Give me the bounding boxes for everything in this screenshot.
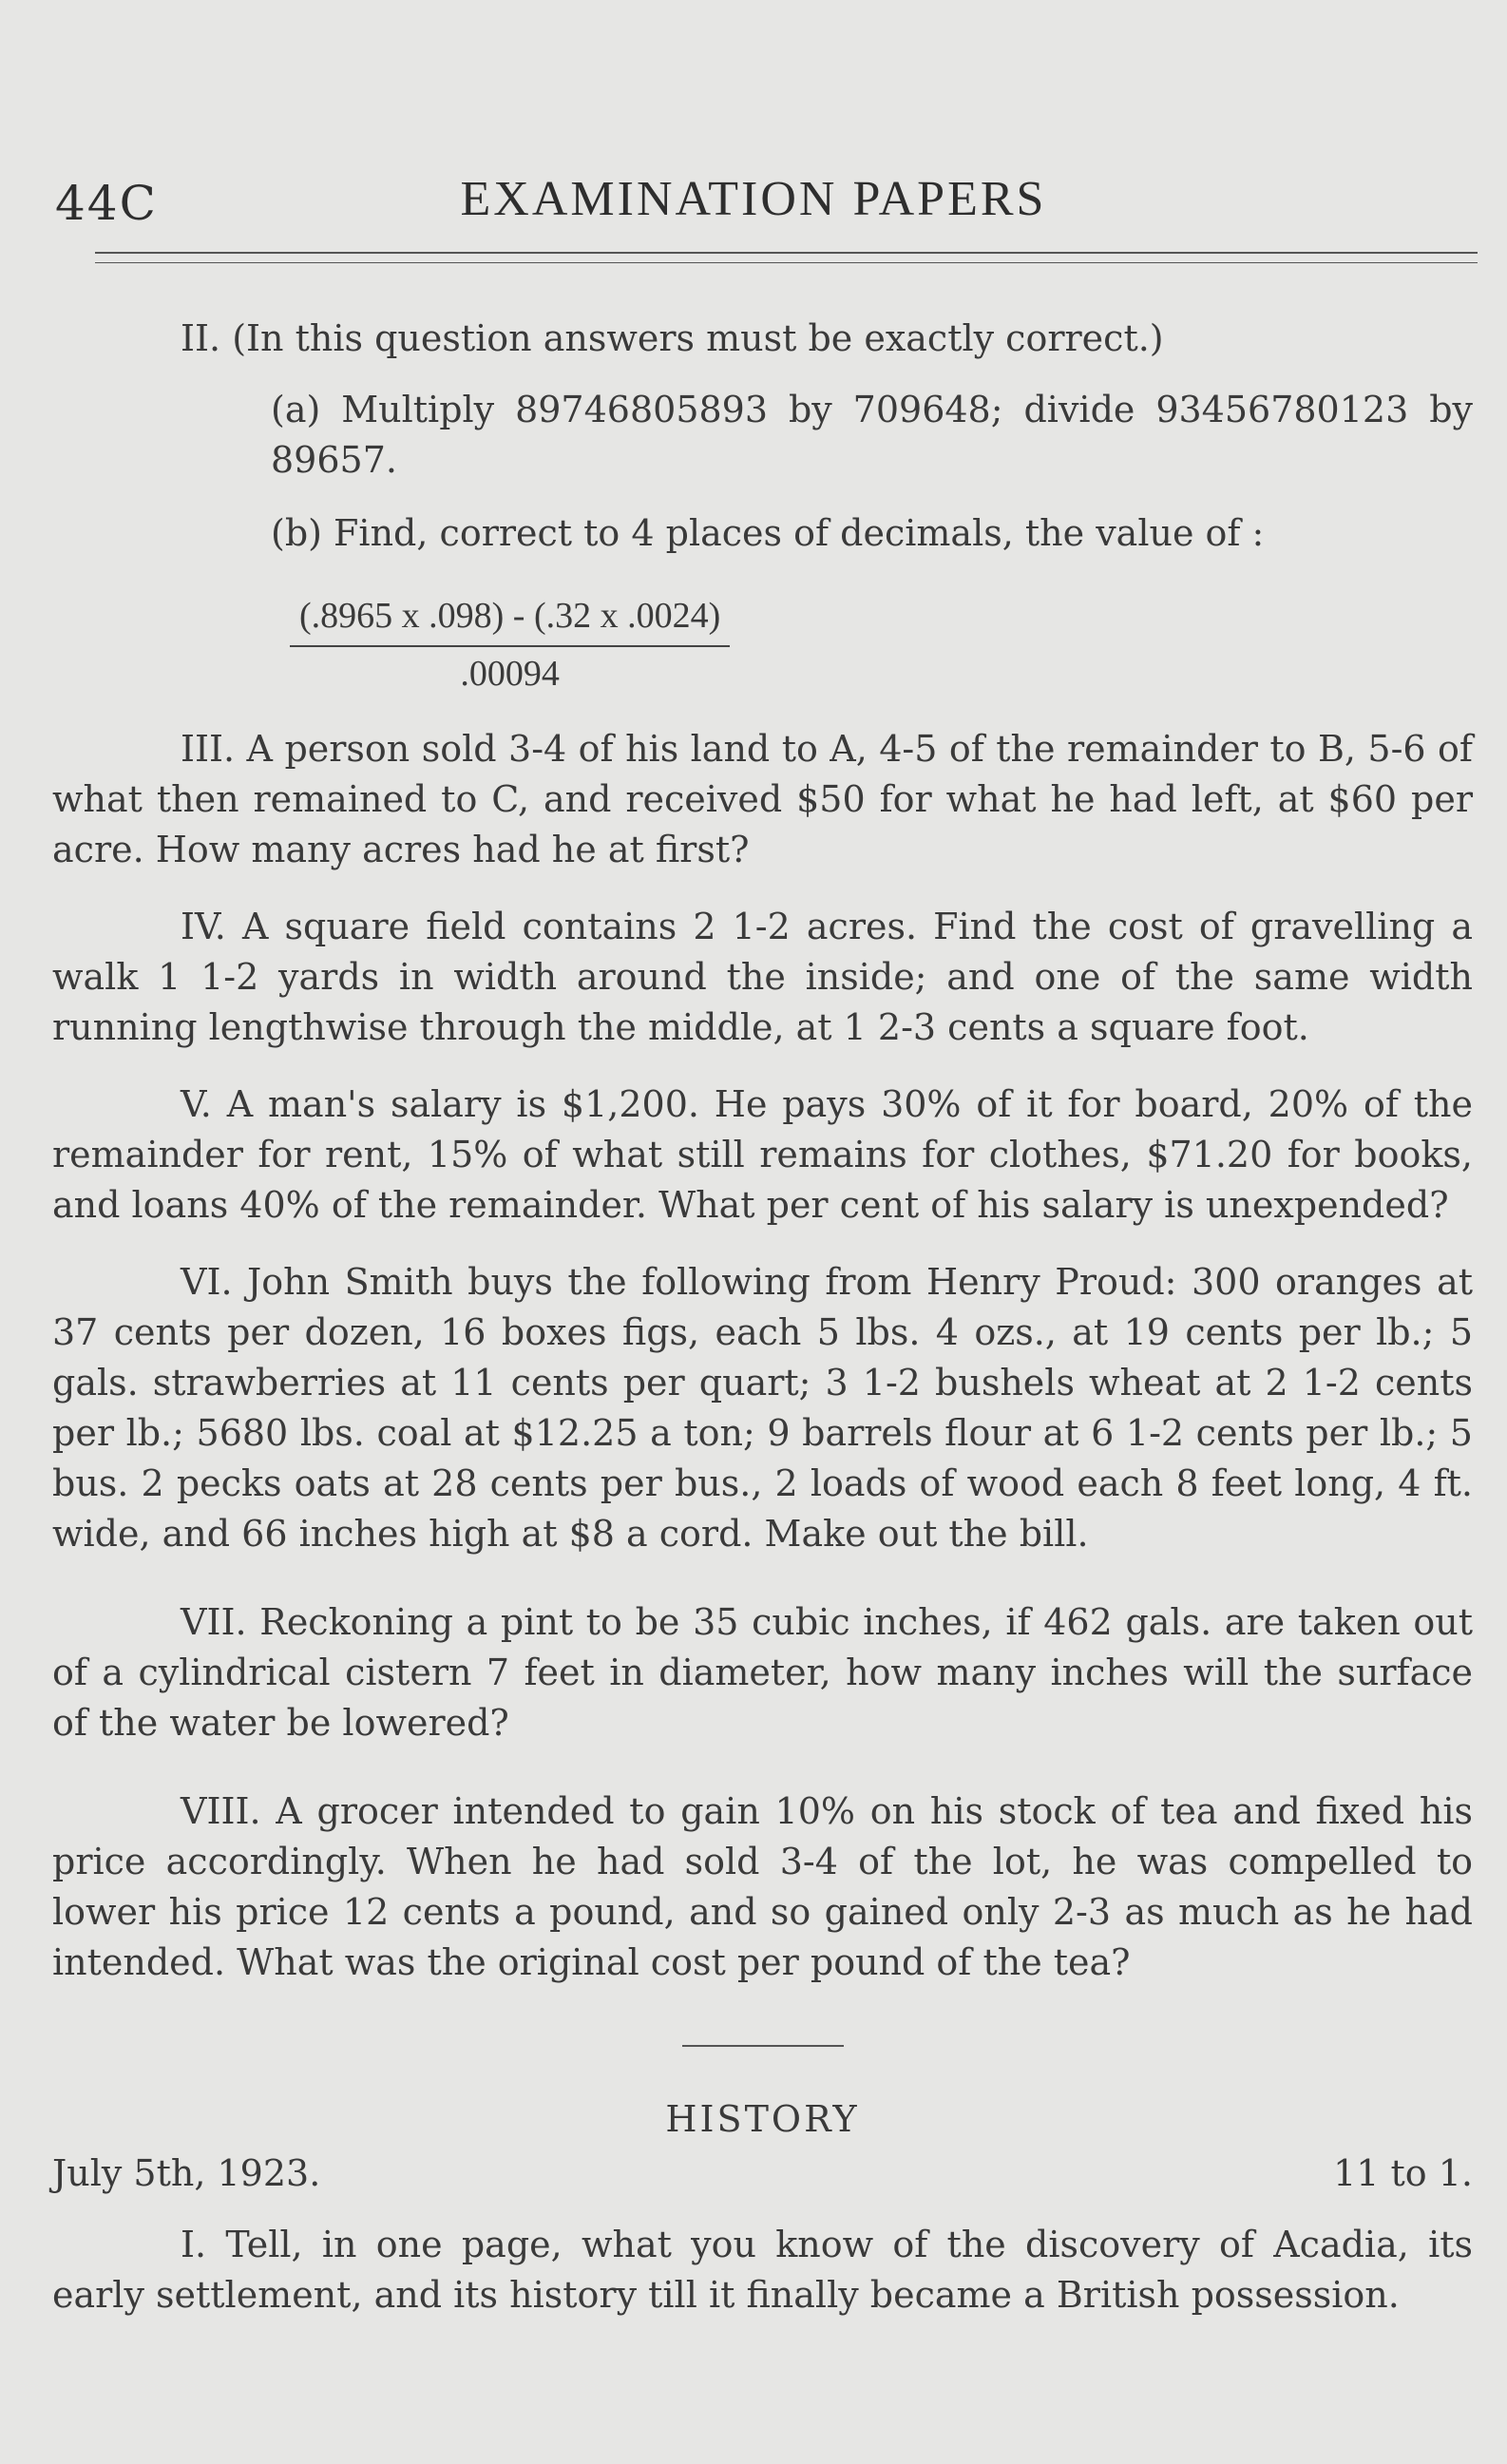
history-title: HISTORY <box>665 2098 860 2140</box>
running-head: EXAMINATION PAPERS <box>460 172 1047 226</box>
question-2a: (a) Multiply 89746805893 by 709648; divide 93456780123 by 89657. <box>271 389 1473 481</box>
header-rule-thin <box>95 262 1478 263</box>
question-7: VII. Reckoning a pint to be 35 cubic inches, if 462 gals. are taken out of a cylindrical cistern 7 feet in diameter, how many inches will the surface of the water be lowered? <box>52 1601 1473 1744</box>
history-time: 11 to 1. <box>1333 2152 1473 2194</box>
page-number: 44C <box>55 176 158 231</box>
question-8: VIII. A grocer intended to gain 10% on his stock of tea and fixed his price accordingly. When he had sold 3-4 of the lot, he was compelled to lower his price 12 cents a pound, and so gained only 2-3 as much as he had intended. What was the original cost per pound of the tea? <box>52 1790 1473 1983</box>
question-2-numeral: II. <box>181 317 221 359</box>
history-date-line <box>52 2149 1473 2199</box>
section-divider <box>682 2045 844 2047</box>
question-3: III. A person sold 3-4 of his land to A, 4-5 of the remainder to B, 5-6 of what then remained to C, and received $50 for what he had left, at $60 per acre. How many acres had he at first? <box>52 728 1473 870</box>
history-date: July 5th, 1923. <box>52 2152 321 2194</box>
question-5: V. A man's salary is $1,200. He pays 30% of it for board, 20% of the remainder for rent, 15% of what still remains for clothes, $71.20 for books, and loans 40% of the remainder. What per cent of his salary is unexpended? <box>52 1083 1473 1226</box>
question-6: VI. John Smith buys the following from Henry Proud: 300 oranges at 37 cents per dozen, 16 boxes figs, each 5 lbs. 4 ozs., at 19 cents per lb.; 5 gals. strawberries at 11 cents per quart; 3 1-2 bushels wheat at 2 1-2 cents per lb.; 5680 lbs. coal at $12.25 a ton; 9 barrels flour at 6 1-2 cents per lb.; 5 bus. 2 pecks oats at 28 cents per bus., 2 loads of wood each 8 feet long, 4 ft. wide, and 66 inches high at $8 a cord. Make out the bill. <box>52 1261 1473 1555</box>
fraction-numerator: (.8965 x .098) - (.32 x .0024) <box>290 591 730 647</box>
history-question-1: I. Tell, in one page, what you know of the discovery of Acadia, its early settlement, and its history till it finally became a British possession. <box>52 2224 1473 2316</box>
fraction-expression <box>290 591 730 699</box>
page-body <box>52 314 1473 2347</box>
question-2-note: (In this question answers must be exactly correct.) <box>232 317 1164 359</box>
question-4: IV. A square field contains 2 1-2 acres. Find the cost of gravelling a walk 1 1-2 yards in width around the inside; and one of the same width running lengthwise through the middle, at 1 2-3 cents a square foot. <box>52 906 1473 1048</box>
header-rule <box>95 252 1478 254</box>
fraction-denominator: .00094 <box>460 654 560 694</box>
question-2-heading <box>52 314 1473 364</box>
question-2b: (b) Find, correct to 4 places of decimals, the value of : <box>271 512 1265 554</box>
